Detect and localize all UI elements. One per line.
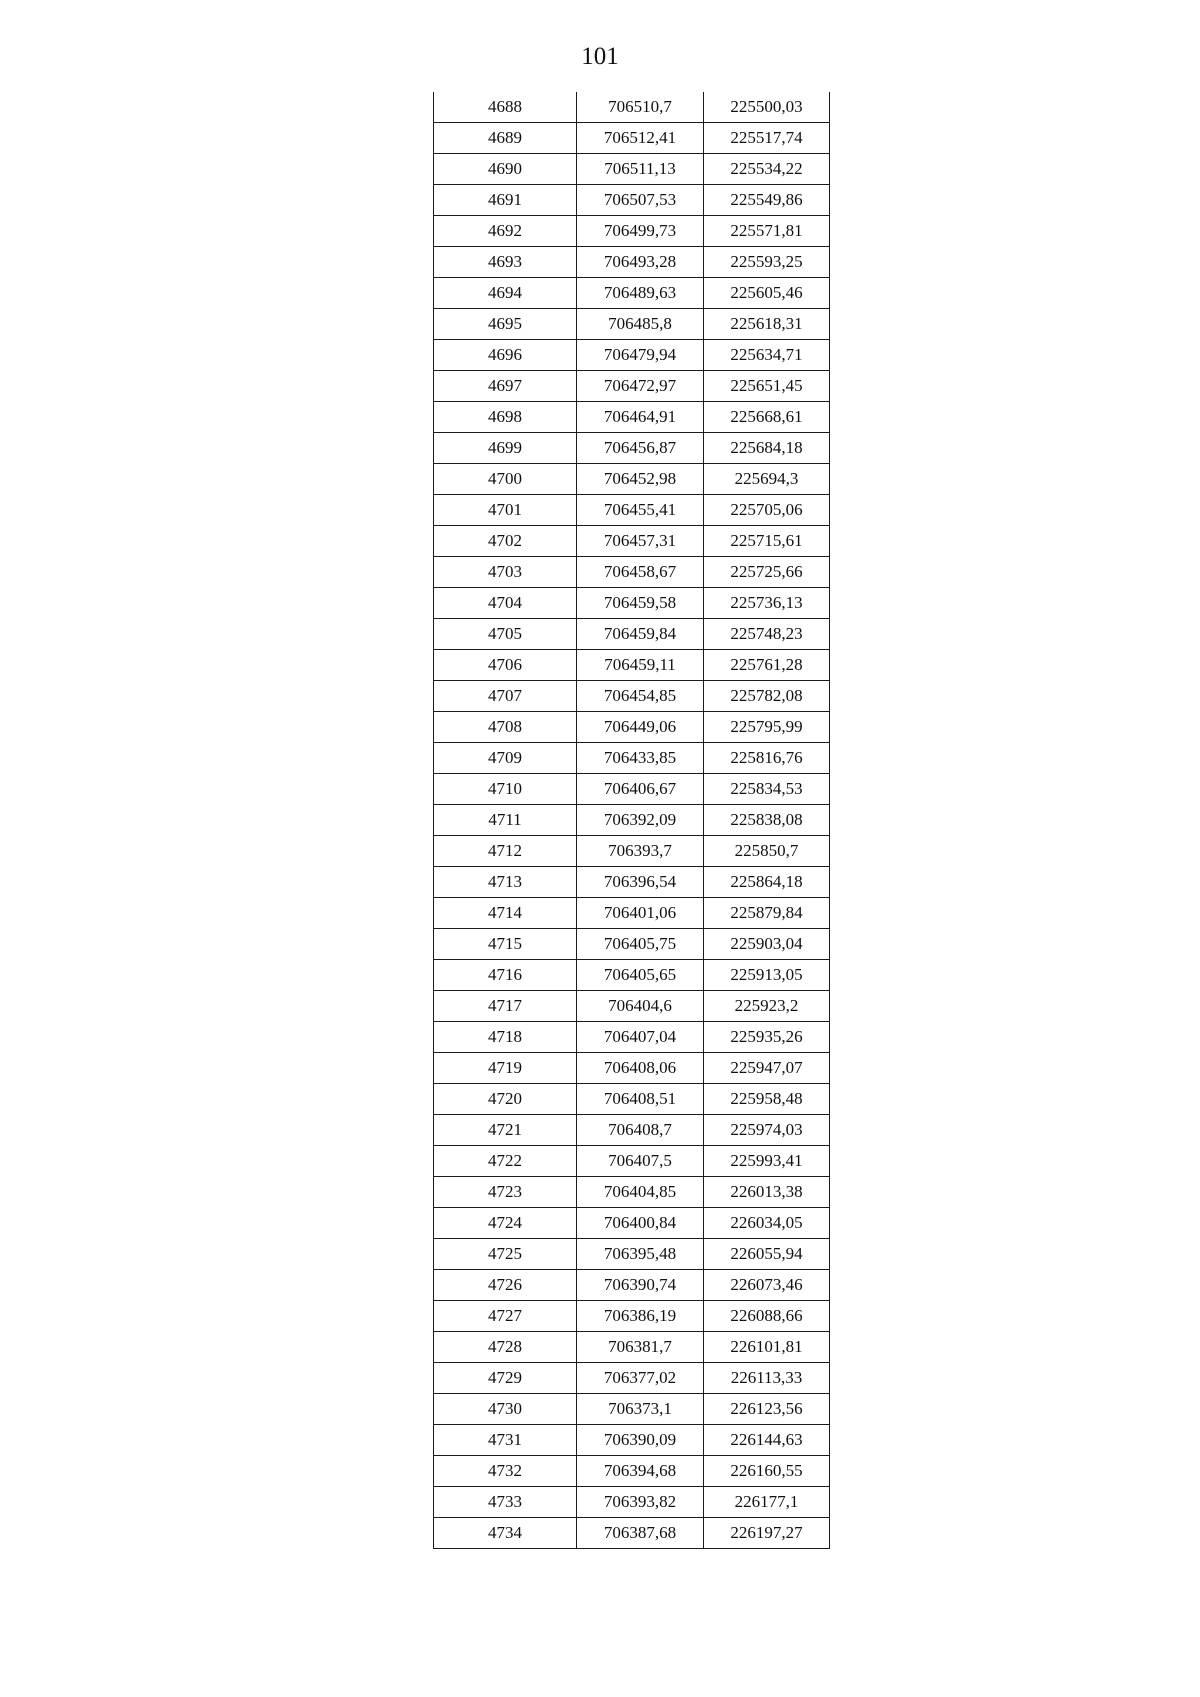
x-coordinate-cell: 706499,73	[577, 216, 704, 247]
y-coordinate-cell: 225500,03	[704, 92, 830, 123]
point-number-cell: 4706	[434, 650, 577, 681]
x-coordinate-cell: 706393,82	[577, 1487, 704, 1518]
table-row	[434, 1208, 830, 1239]
point-number-cell: 4707	[434, 681, 577, 712]
table-row	[434, 371, 830, 402]
table-row	[434, 929, 830, 960]
y-coordinate-cell: 226055,94	[704, 1239, 830, 1270]
point-number-cell: 4730	[434, 1394, 577, 1425]
point-number-cell: 4722	[434, 1146, 577, 1177]
y-coordinate-cell: 226197,27	[704, 1518, 830, 1549]
table-row	[434, 1363, 830, 1394]
point-number-cell: 4726	[434, 1270, 577, 1301]
table-row	[434, 1518, 830, 1549]
point-number-cell: 4712	[434, 836, 577, 867]
point-number-cell: 4724	[434, 1208, 577, 1239]
x-coordinate-cell: 706459,84	[577, 619, 704, 650]
x-coordinate-cell: 706407,04	[577, 1022, 704, 1053]
x-coordinate-cell: 706489,63	[577, 278, 704, 309]
table-row	[434, 1239, 830, 1270]
table-row	[434, 154, 830, 185]
table-row	[434, 1487, 830, 1518]
table-row	[434, 1301, 830, 1332]
y-coordinate-cell: 225736,13	[704, 588, 830, 619]
point-number-cell: 4723	[434, 1177, 577, 1208]
x-coordinate-cell: 706493,28	[577, 247, 704, 278]
point-number-cell: 4696	[434, 340, 577, 371]
y-coordinate-cell: 225903,04	[704, 929, 830, 960]
y-coordinate-cell: 226034,05	[704, 1208, 830, 1239]
point-number-cell: 4690	[434, 154, 577, 185]
table-row	[434, 1053, 830, 1084]
x-coordinate-cell: 706408,51	[577, 1084, 704, 1115]
table-row	[434, 712, 830, 743]
x-coordinate-cell: 706511,13	[577, 154, 704, 185]
point-number-cell: 4697	[434, 371, 577, 402]
x-coordinate-cell: 706464,91	[577, 402, 704, 433]
y-coordinate-cell: 225605,46	[704, 278, 830, 309]
x-coordinate-cell: 706433,85	[577, 743, 704, 774]
y-coordinate-cell: 225593,25	[704, 247, 830, 278]
table-row	[434, 1146, 830, 1177]
y-coordinate-cell: 225618,31	[704, 309, 830, 340]
point-number-cell: 4709	[434, 743, 577, 774]
point-number-cell: 4734	[434, 1518, 577, 1549]
x-coordinate-cell: 706392,09	[577, 805, 704, 836]
y-coordinate-cell: 226088,66	[704, 1301, 830, 1332]
point-number-cell: 4700	[434, 464, 577, 495]
y-coordinate-cell: 226101,81	[704, 1332, 830, 1363]
y-coordinate-cell: 225782,08	[704, 681, 830, 712]
point-number-cell: 4719	[434, 1053, 577, 1084]
x-coordinate-cell: 706472,97	[577, 371, 704, 402]
y-coordinate-cell: 226160,55	[704, 1456, 830, 1487]
point-number-cell: 4704	[434, 588, 577, 619]
y-coordinate-cell: 225923,2	[704, 991, 830, 1022]
table-row	[434, 1394, 830, 1425]
x-coordinate-cell: 706393,7	[577, 836, 704, 867]
y-coordinate-cell: 225634,71	[704, 340, 830, 371]
point-number-cell: 4716	[434, 960, 577, 991]
y-coordinate-cell: 225838,08	[704, 805, 830, 836]
x-coordinate-cell: 706485,8	[577, 309, 704, 340]
point-number-cell: 4691	[434, 185, 577, 216]
table-row	[434, 526, 830, 557]
y-coordinate-cell: 225816,76	[704, 743, 830, 774]
table-row	[434, 1332, 830, 1363]
table-row	[434, 1022, 830, 1053]
y-coordinate-cell: 225651,45	[704, 371, 830, 402]
x-coordinate-cell: 706401,06	[577, 898, 704, 929]
point-number-cell: 4728	[434, 1332, 577, 1363]
x-coordinate-cell: 706408,7	[577, 1115, 704, 1146]
point-number-cell: 4717	[434, 991, 577, 1022]
y-coordinate-cell: 225571,81	[704, 216, 830, 247]
x-coordinate-cell: 706395,48	[577, 1239, 704, 1270]
y-coordinate-cell: 225694,3	[704, 464, 830, 495]
y-coordinate-cell: 225534,22	[704, 154, 830, 185]
y-coordinate-cell: 225517,74	[704, 123, 830, 154]
coordinates-table-body	[434, 92, 830, 1549]
x-coordinate-cell: 706394,68	[577, 1456, 704, 1487]
table-row	[434, 588, 830, 619]
table-row	[434, 1456, 830, 1487]
x-coordinate-cell: 706390,09	[577, 1425, 704, 1456]
point-number-cell: 4692	[434, 216, 577, 247]
x-coordinate-cell: 706405,75	[577, 929, 704, 960]
y-coordinate-cell: 226013,38	[704, 1177, 830, 1208]
point-number-cell: 4701	[434, 495, 577, 526]
point-number-cell: 4710	[434, 774, 577, 805]
table-row	[434, 743, 830, 774]
point-number-cell: 4703	[434, 557, 577, 588]
x-coordinate-cell: 706386,19	[577, 1301, 704, 1332]
point-number-cell: 4714	[434, 898, 577, 929]
point-number-cell: 4720	[434, 1084, 577, 1115]
x-coordinate-cell: 706510,7	[577, 92, 704, 123]
point-number-cell: 4711	[434, 805, 577, 836]
table-row	[434, 185, 830, 216]
y-coordinate-cell: 226144,63	[704, 1425, 830, 1456]
point-number-cell: 4721	[434, 1115, 577, 1146]
point-number-cell: 4689	[434, 123, 577, 154]
x-coordinate-cell: 706408,06	[577, 1053, 704, 1084]
point-number-cell: 4732	[434, 1456, 577, 1487]
point-number-cell: 4731	[434, 1425, 577, 1456]
x-coordinate-cell: 706404,6	[577, 991, 704, 1022]
y-coordinate-cell: 225974,03	[704, 1115, 830, 1146]
table-row	[434, 433, 830, 464]
y-coordinate-cell: 225668,61	[704, 402, 830, 433]
y-coordinate-cell: 225795,99	[704, 712, 830, 743]
table-row	[434, 867, 830, 898]
point-number-cell: 4702	[434, 526, 577, 557]
y-coordinate-cell: 225684,18	[704, 433, 830, 464]
table-row	[434, 681, 830, 712]
table-row	[434, 836, 830, 867]
x-coordinate-cell: 706455,41	[577, 495, 704, 526]
table-row	[434, 805, 830, 836]
table-row	[434, 402, 830, 433]
point-number-cell: 4694	[434, 278, 577, 309]
table-row	[434, 991, 830, 1022]
y-coordinate-cell: 225761,28	[704, 650, 830, 681]
table-row	[434, 898, 830, 929]
y-coordinate-cell: 225993,41	[704, 1146, 830, 1177]
x-coordinate-cell: 706459,58	[577, 588, 704, 619]
x-coordinate-cell: 706449,06	[577, 712, 704, 743]
x-coordinate-cell: 706459,11	[577, 650, 704, 681]
table-row	[434, 774, 830, 805]
x-coordinate-cell: 706512,41	[577, 123, 704, 154]
table-row	[434, 309, 830, 340]
x-coordinate-cell: 706458,67	[577, 557, 704, 588]
table-row	[434, 1084, 830, 1115]
table-row	[434, 650, 830, 681]
table-row	[434, 216, 830, 247]
y-coordinate-cell: 225879,84	[704, 898, 830, 929]
y-coordinate-cell: 225850,7	[704, 836, 830, 867]
point-number-cell: 4713	[434, 867, 577, 898]
point-number-cell: 4733	[434, 1487, 577, 1518]
table-row	[434, 123, 830, 154]
table-row	[434, 92, 830, 123]
y-coordinate-cell: 225549,86	[704, 185, 830, 216]
point-number-cell: 4699	[434, 433, 577, 464]
point-number-cell: 4715	[434, 929, 577, 960]
x-coordinate-cell: 706396,54	[577, 867, 704, 898]
y-coordinate-cell: 225715,61	[704, 526, 830, 557]
x-coordinate-cell: 706390,74	[577, 1270, 704, 1301]
point-number-cell: 4693	[434, 247, 577, 278]
x-coordinate-cell: 706479,94	[577, 340, 704, 371]
point-number-cell: 4695	[434, 309, 577, 340]
x-coordinate-cell: 706387,68	[577, 1518, 704, 1549]
x-coordinate-cell: 706407,5	[577, 1146, 704, 1177]
y-coordinate-cell: 225705,06	[704, 495, 830, 526]
point-number-cell: 4727	[434, 1301, 577, 1332]
table-row	[434, 557, 830, 588]
x-coordinate-cell: 706454,85	[577, 681, 704, 712]
y-coordinate-cell: 225748,23	[704, 619, 830, 650]
table-row	[434, 960, 830, 991]
point-number-cell: 4718	[434, 1022, 577, 1053]
x-coordinate-cell: 706457,31	[577, 526, 704, 557]
y-coordinate-cell: 225935,26	[704, 1022, 830, 1053]
coordinates-table	[433, 92, 830, 1549]
y-coordinate-cell: 226123,56	[704, 1394, 830, 1425]
x-coordinate-cell: 706507,53	[577, 185, 704, 216]
point-number-cell: 4725	[434, 1239, 577, 1270]
x-coordinate-cell: 706406,67	[577, 774, 704, 805]
y-coordinate-cell: 226073,46	[704, 1270, 830, 1301]
table-row	[434, 1115, 830, 1146]
x-coordinate-cell: 706373,1	[577, 1394, 704, 1425]
point-number-cell: 4729	[434, 1363, 577, 1394]
y-coordinate-cell: 225958,48	[704, 1084, 830, 1115]
x-coordinate-cell: 706405,65	[577, 960, 704, 991]
point-number-cell: 4688	[434, 92, 577, 123]
table-row	[434, 247, 830, 278]
table-row	[434, 340, 830, 371]
table-row	[434, 1270, 830, 1301]
x-coordinate-cell: 706456,87	[577, 433, 704, 464]
x-coordinate-cell: 706404,85	[577, 1177, 704, 1208]
x-coordinate-cell: 706452,98	[577, 464, 704, 495]
point-number-cell: 4705	[434, 619, 577, 650]
x-coordinate-cell: 706381,7	[577, 1332, 704, 1363]
table-row	[434, 278, 830, 309]
y-coordinate-cell: 225913,05	[704, 960, 830, 991]
y-coordinate-cell: 226177,1	[704, 1487, 830, 1518]
x-coordinate-cell: 706377,02	[577, 1363, 704, 1394]
y-coordinate-cell: 226113,33	[704, 1363, 830, 1394]
table-row	[434, 619, 830, 650]
y-coordinate-cell: 225864,18	[704, 867, 830, 898]
table-row	[434, 464, 830, 495]
point-number-cell: 4698	[434, 402, 577, 433]
x-coordinate-cell: 706400,84	[577, 1208, 704, 1239]
table-row	[434, 1425, 830, 1456]
point-number-cell: 4708	[434, 712, 577, 743]
page-number: 101	[581, 43, 619, 70]
y-coordinate-cell: 225834,53	[704, 774, 830, 805]
y-coordinate-cell: 225947,07	[704, 1053, 830, 1084]
table-row	[434, 1177, 830, 1208]
table-row	[434, 495, 830, 526]
y-coordinate-cell: 225725,66	[704, 557, 830, 588]
